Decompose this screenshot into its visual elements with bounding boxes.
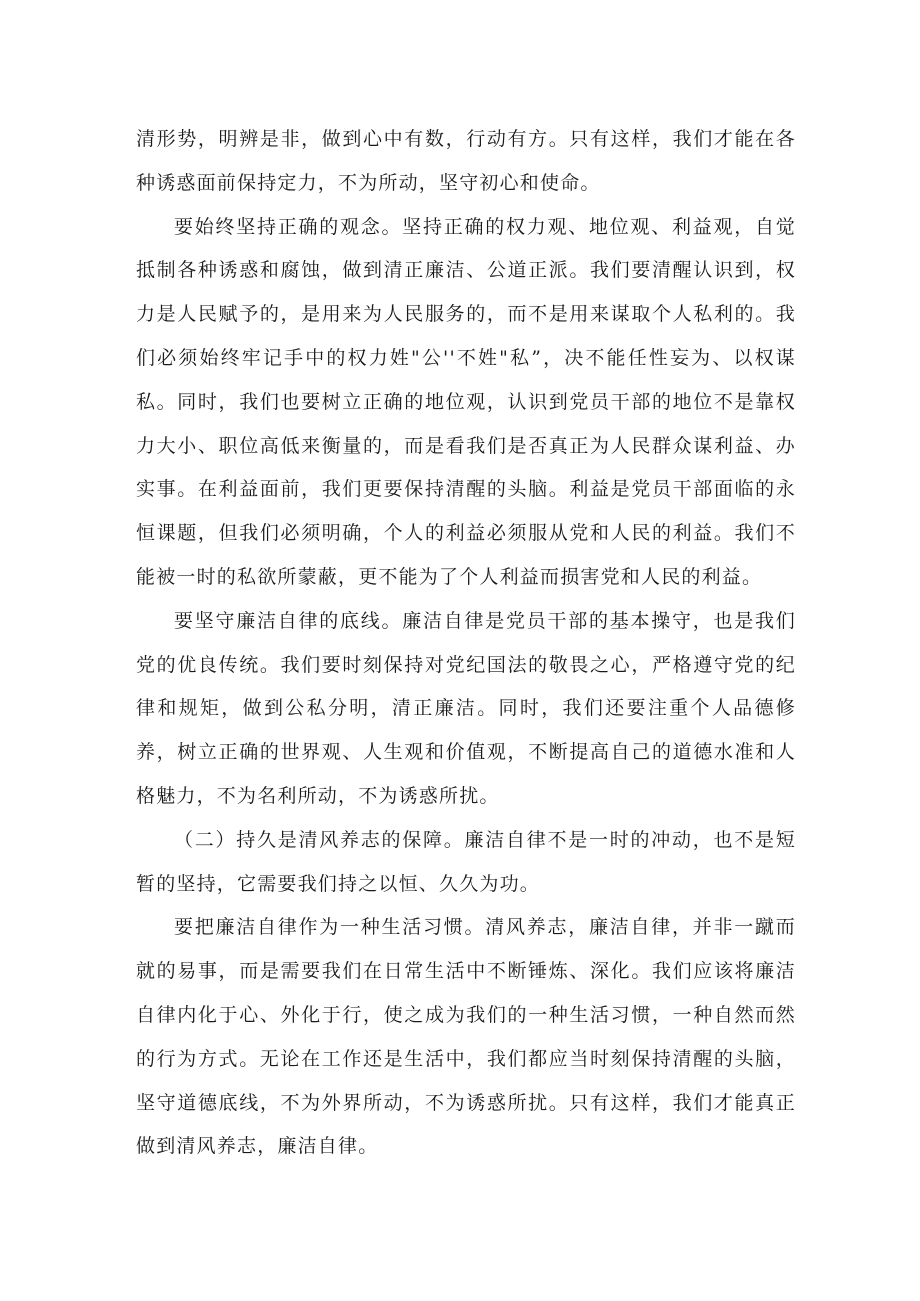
- body-text: [136, 118, 796, 1169]
- paragraph-1: 清形势，明辨是非，做到心中有数，行动有方。只有这样，我们才能在各种诱惑面前保持定力，不为所动，坚守初心和使命。: [136, 128, 796, 194]
- paragraph-5: 要把廉洁自律作为一种生活习惯。清风养志，廉洁自律，并非一蹴而就的易事，而是需要我们在日常生活中不断锤炼、深化。我们应该将廉洁自律内化于心、外化于行，使之成为我们的一种生活习惯，一种自然而然的行为方式。无论在工作还是生活中，我们都应当时刻保持清醒的头脑，坚守道德底线，不为外界所动，不为诱惑所扰。只有这样，我们才能真正做到清风养志，廉洁自律。: [136, 916, 796, 1158]
- paragraph-3: 要坚守廉洁自律的底线。廉洁自律是党员干部的基本操守，也是我们党的优良传统。我们要时刻保持对党纪国法的敬畏之心，严格遵守党的纪律和规矩，做到公私分明，清正廉洁。同时，我们还要注重个人品德修养，树立正确的世界观、人生观和价值观，不断提高自己的道德水准和人格魅力，不为名利所动，不为诱惑所扰。: [136, 609, 796, 807]
- paragraph-4: （二）持久是清风养志的保障。廉洁自律不是一时的冲动，也不是短暂的坚持，它需要我们持之以恒、久久为功。: [136, 828, 796, 895]
- paragraph-2: 要始终坚持正确的观念。坚持正确的权力观、地位观、利益观，自觉抵制各种诱惑和腐蚀，做到清正廉洁、公道正派。我们要清醒认识到，权力是人民赋予的，是用来为人民服务的，而不是用来谋取个人私利的。我们必须始终牢记手中的权力姓"公''不姓"私”，决不能任性妄为、以权谋私。同时，我们也要树立正确的地位观，认识到党员干部的地位不是靠权力大小、职位高低来衡量的，而是看我们是否真正为人民群众谋利益、办实事。在利益面前，我们更要保持清醒的头脑。利益是党员干部面临的永恒课题，但我们必须明确，个人的利益必须服从党和人民的利益。我们不能被一时的私欲所蒙蔽，更不能为了个人利益而损害党和人民的利益。: [136, 215, 796, 588]
